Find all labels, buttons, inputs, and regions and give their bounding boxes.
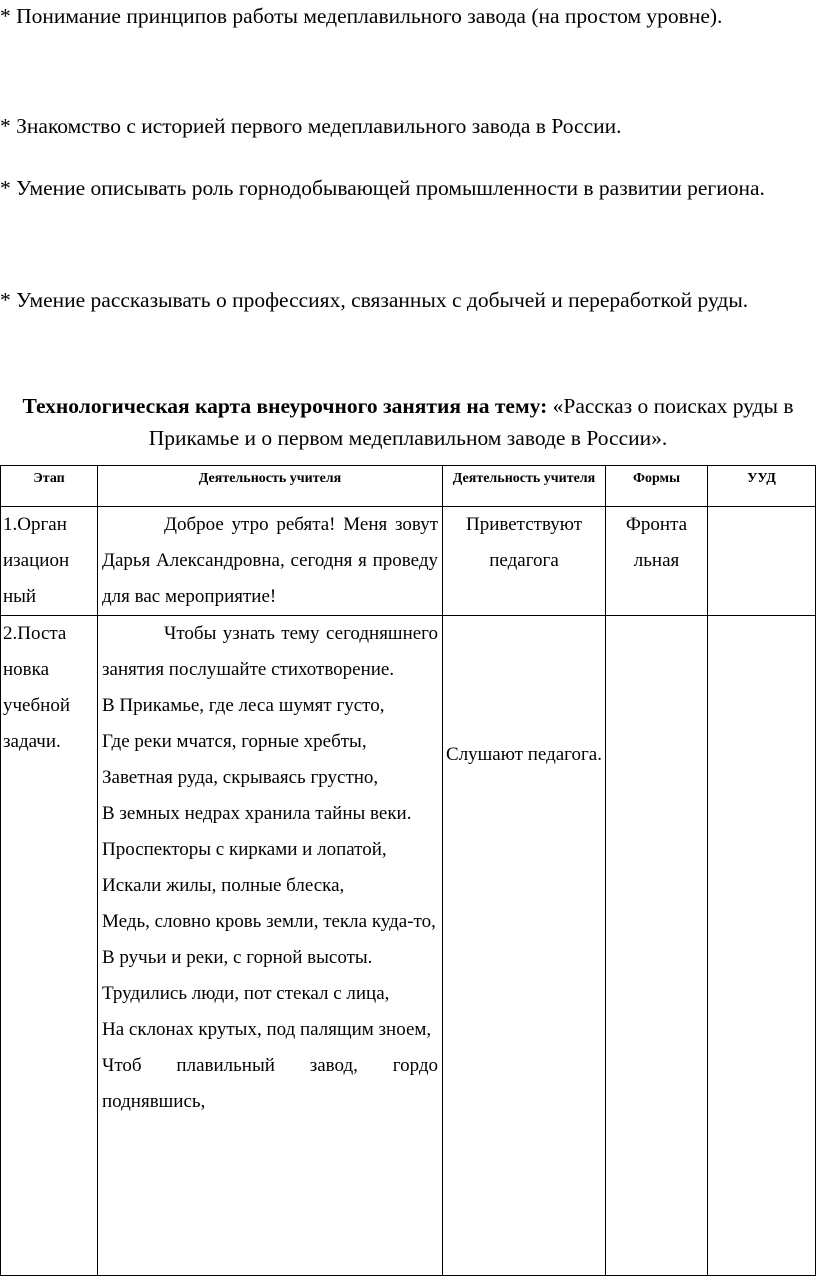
- row2-teacher: [98, 616, 443, 1276]
- title-bold: Технологическая карта внеурочного занятия на тему:: [22, 394, 548, 418]
- page-title: [0, 390, 816, 454]
- row1-forms-line: Фронта: [625, 514, 688, 535]
- row1-students: [443, 507, 606, 616]
- title-topic: «Рассказ о поисках руды в Прикамье и о первом медеплавильном заводе в России».: [148, 394, 794, 450]
- goal-industry-role: * Умение описывать роль горнодобывающей промышленности в развитии региона.: [0, 176, 765, 200]
- header-forms: Формы: [606, 466, 708, 507]
- row2-stage: [1, 616, 98, 1276]
- row1-students-line: Приветствуют: [465, 514, 583, 535]
- poem-line: Медь, словно кровь земли, текла куда-то,: [102, 911, 436, 932]
- row1-teacher-text: Доброе утро ребята! Меня зовут Дарья Александровна, сегодня я проведу для вас мероприятие!: [102, 514, 438, 607]
- poem-line: Где реки мчатся, горные хребты,: [102, 731, 367, 752]
- row1-students-line: педагога: [489, 550, 559, 571]
- row1-forms: [606, 507, 708, 616]
- poem-line: Искали жилы, полные блеска,: [102, 875, 345, 896]
- poem-line: В Прикамье, где леса шумят густо,: [102, 695, 385, 716]
- row1-teacher: [98, 507, 443, 616]
- row1-forms-line: льная: [633, 550, 680, 571]
- goal-understanding: * Понимание принципов работы медеплавильного завода (на простом уровне).: [0, 4, 723, 28]
- row2-stage-line: 2.Поста: [3, 623, 67, 644]
- poem-line: В ручьи и реки, с горной высоты.: [102, 947, 373, 968]
- row1-uud: [708, 507, 816, 616]
- poem-line: Заветная руда, скрываясь грустно,: [102, 767, 379, 788]
- row2-stage-line: учебной: [3, 695, 70, 716]
- header-stage: Этап: [1, 466, 98, 507]
- header-student-activity: Деятельность учителя: [443, 466, 606, 507]
- poem-line: Чтоб плавильный завод, гордо поднявшись,: [102, 1055, 438, 1112]
- row1-stage-line: изацион: [3, 550, 70, 571]
- goal-history: * Знакомство с историей первого медеплавильного завода в России.: [0, 114, 622, 138]
- poem-line: В земных недрах хранила тайны веки.: [102, 803, 412, 824]
- row1-stage: [1, 507, 98, 616]
- row2-students: [443, 616, 606, 1276]
- poem-line: Трудились люди, пот стекал с лица,: [102, 983, 390, 1004]
- table-header-row: [1, 466, 816, 507]
- header-uud: УУД: [708, 466, 816, 507]
- poem-line: На склонах крутых, под палящим зноем,: [102, 1019, 432, 1040]
- row2-forms: [606, 616, 708, 1276]
- row1-stage-line: ный: [3, 586, 37, 607]
- row2-stage-line: задачи.: [3, 731, 61, 752]
- goal-professions: * Умение рассказывать о профессиях, связанных с добычей и переработкой руды.: [0, 288, 749, 312]
- tech-map-table: [0, 465, 816, 1276]
- poem-line: Проспекторы с кирками и лопатой,: [102, 839, 387, 860]
- row2-uud: [708, 616, 816, 1276]
- row2-stage-line: новка: [3, 659, 50, 680]
- row2-intro: Чтобы узнать тему сегодняшнего занятия послушайте стихотворение.: [102, 623, 438, 680]
- table-row: [1, 507, 816, 616]
- row1-stage-line: 1.Орган: [3, 514, 67, 535]
- header-teacher-activity: Деятельность учителя: [98, 466, 443, 507]
- row2-students-text: Слушают педагога.: [446, 744, 602, 765]
- table-row: [1, 616, 816, 1276]
